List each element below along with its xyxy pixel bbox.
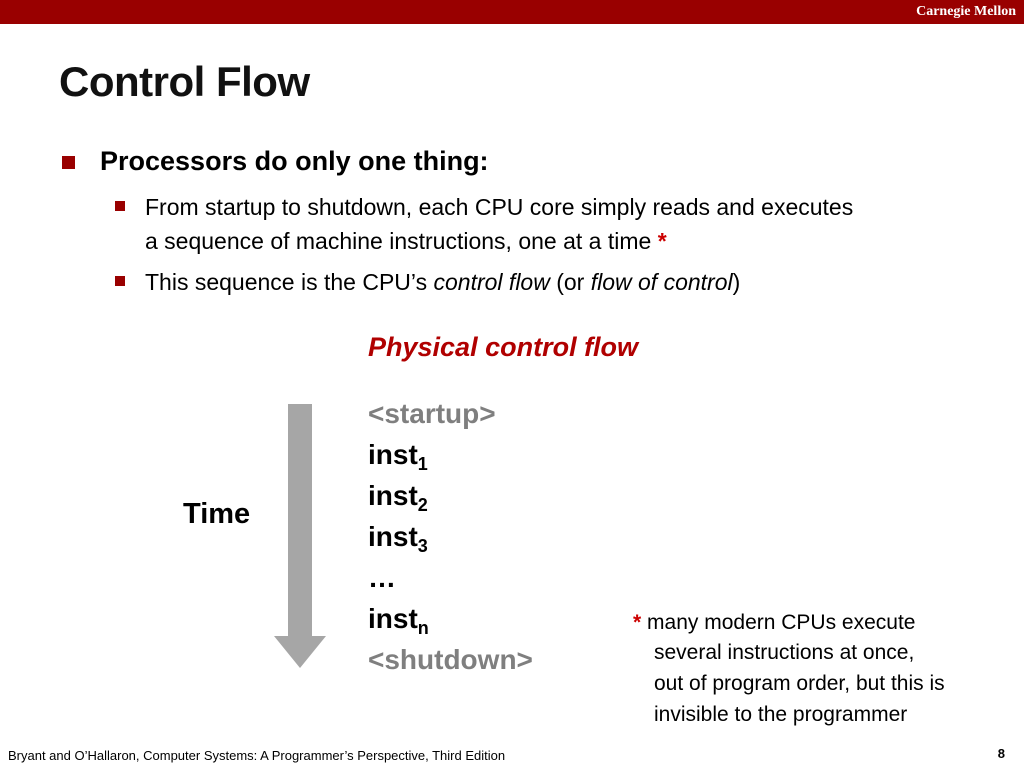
sub2-emphasis-control-flow: control flow [433,269,550,295]
shutdown-label: <shutdown> [368,644,533,675]
note-line1-text: many modern CPUs execute [647,611,916,634]
sub-bullet-square-icon [115,201,125,211]
inst-n-subscript: n [417,618,429,638]
inst-1-text: inst [368,439,418,470]
brand-label: Carnegie Mellon [916,4,1016,19]
inst-3-text: inst [368,521,418,552]
sub1-line1: From startup to shutdown, each CPU core simply reads and executes [145,194,854,220]
inst-n [368,603,429,639]
note-line4: invisible to the programmer [654,703,908,726]
footer-citation: Bryant and O’Hallaron, Computer Systems: A Programmer’s Perspective, Third Edition [8,748,506,763]
sub1-text [145,190,853,258]
note-asterisk: * [633,611,642,634]
sub2-text [145,265,740,299]
sub2-mid: (or [549,269,591,295]
note-line2: several instructions at once, [654,641,915,664]
page-title: Control Flow [59,58,310,105]
ellipsis: … [368,562,396,593]
sub2-emphasis-flow-of-control: flow of control [590,269,733,295]
inst-3-subscript: 3 [417,536,428,556]
bullet1-text: Processors do only one thing: [100,146,489,176]
inst-2-text: inst [368,480,418,511]
startup-label: <startup> [368,398,496,429]
note-line3: out of program order, but this is [654,672,945,695]
inst-n-text: inst [368,603,418,634]
header-bar [0,0,1024,24]
bullet-square-icon [62,156,75,169]
inst-1 [368,439,428,475]
inst-2 [368,480,428,516]
asterisk-marker: * [657,228,667,254]
page-number: 8 [997,746,1005,761]
inst-3 [368,521,428,557]
sub2-pre: This sequence is the CPU’s [145,269,434,295]
note-line1 [633,611,915,635]
sub1-line2 [145,224,853,258]
inst-2-subscript: 2 [417,495,428,515]
time-label: Time [183,498,251,530]
time-arrow-icon [274,404,326,670]
sub1-line2-text: a sequence of machine instructions, one at a time [145,228,652,254]
sub-bullet-square-icon [115,276,125,286]
sub2-post: ) [732,269,741,295]
physical-control-flow-label: Physical control flow [368,332,639,362]
inst-1-subscript: 1 [417,454,428,474]
